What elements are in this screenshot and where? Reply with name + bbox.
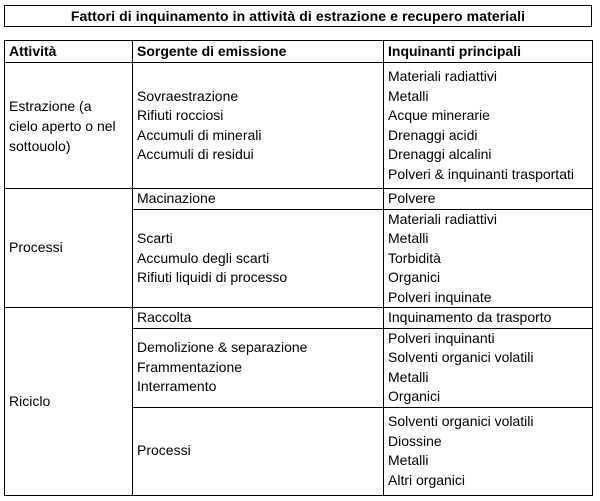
pollutants-cell-scarti	[384, 209, 593, 308]
source-line: Demolizione & separazione	[137, 339, 308, 356]
pollutant-line: Organici	[388, 269, 441, 285]
pollutant-line: Organici	[388, 388, 441, 404]
source-cell-processi-riciclo: Processi	[133, 407, 384, 495]
pollutant-line: Metalli	[388, 452, 429, 468]
source-line: Rifiuti liquidi di processo	[137, 269, 288, 285]
pollutant-line: Diossine	[388, 432, 442, 449]
table-row-processi-1	[5, 189, 593, 210]
source-line: Rifiuti rocciosi	[137, 107, 224, 123]
pollutants-cell-estrazione	[384, 63, 593, 189]
source-line: Accumuli di residui	[137, 146, 254, 162]
header-pollutants: Inquinanti principali	[384, 41, 593, 63]
header-row	[5, 41, 593, 63]
pollutant-line: Polveri inquinate	[388, 288, 492, 305]
pollutant-line: Polveri inquinanti	[388, 329, 495, 346]
source-line: Scarti	[137, 230, 173, 246]
table-row-estrazione	[5, 63, 593, 189]
pollutant-line: Solventi organici volatili	[388, 349, 534, 365]
source-cell-demolizione	[133, 328, 384, 407]
source-cell-scarti	[133, 209, 384, 308]
pollution-table	[4, 40, 593, 496]
table-row-riciclo-1	[5, 308, 593, 329]
source-line: Sovraestrazione	[137, 87, 239, 104]
activity-cell-processi: Processi	[5, 189, 133, 308]
header-activity: Attività	[5, 41, 133, 63]
source-cell-raccolta: Raccolta	[133, 308, 384, 329]
header-source: Sorgente di emissione	[133, 41, 384, 63]
pollutant-line: Polveri & inquinanti trasportati	[388, 165, 574, 182]
source-line: Accumuli di minerali	[137, 126, 262, 143]
pollutant-line: Drenaggi alcalini	[388, 146, 492, 162]
pollutant-line: Materiali radiattivi	[388, 68, 497, 84]
source-line: Interramento	[137, 378, 217, 395]
pollutant-cell-polvere: Polvere	[384, 189, 593, 210]
source-line: Accumulo degli scarti	[137, 249, 270, 266]
pollutant-line: Metalli	[388, 368, 429, 385]
pollutants-cell-demolizione	[384, 328, 593, 407]
source-cell-macinazione: Macinazione	[133, 189, 384, 210]
pollutant-cell-trasporto: Inquinamento da trasporto	[384, 308, 593, 329]
pollutant-line: Acque minerarie	[388, 107, 490, 123]
table-title: Fattori di inquinamento in attività di estrazione e recupero materiali	[4, 5, 592, 27]
source-cell-estrazione	[133, 63, 384, 189]
activity-cell-riciclo: Riciclo	[5, 308, 133, 496]
pollutant-line: Altri organici	[388, 471, 466, 488]
pollutant-line: Materiali radiattivi	[388, 210, 497, 227]
source-line: Frammentazione	[137, 358, 243, 375]
pollutant-line: Metalli	[388, 87, 429, 104]
pollutant-line: Drenaggi acidi	[388, 126, 478, 143]
pollutant-line: Torbidità	[388, 249, 441, 266]
pollutant-line: Solventi organici volatili	[388, 413, 534, 429]
pollutants-cell-processi-riciclo	[384, 407, 593, 495]
pollutant-line: Metalli	[388, 230, 429, 246]
activity-cell-estrazione: Estrazione (a cielo aperto o nel sottouolo)	[5, 63, 133, 189]
